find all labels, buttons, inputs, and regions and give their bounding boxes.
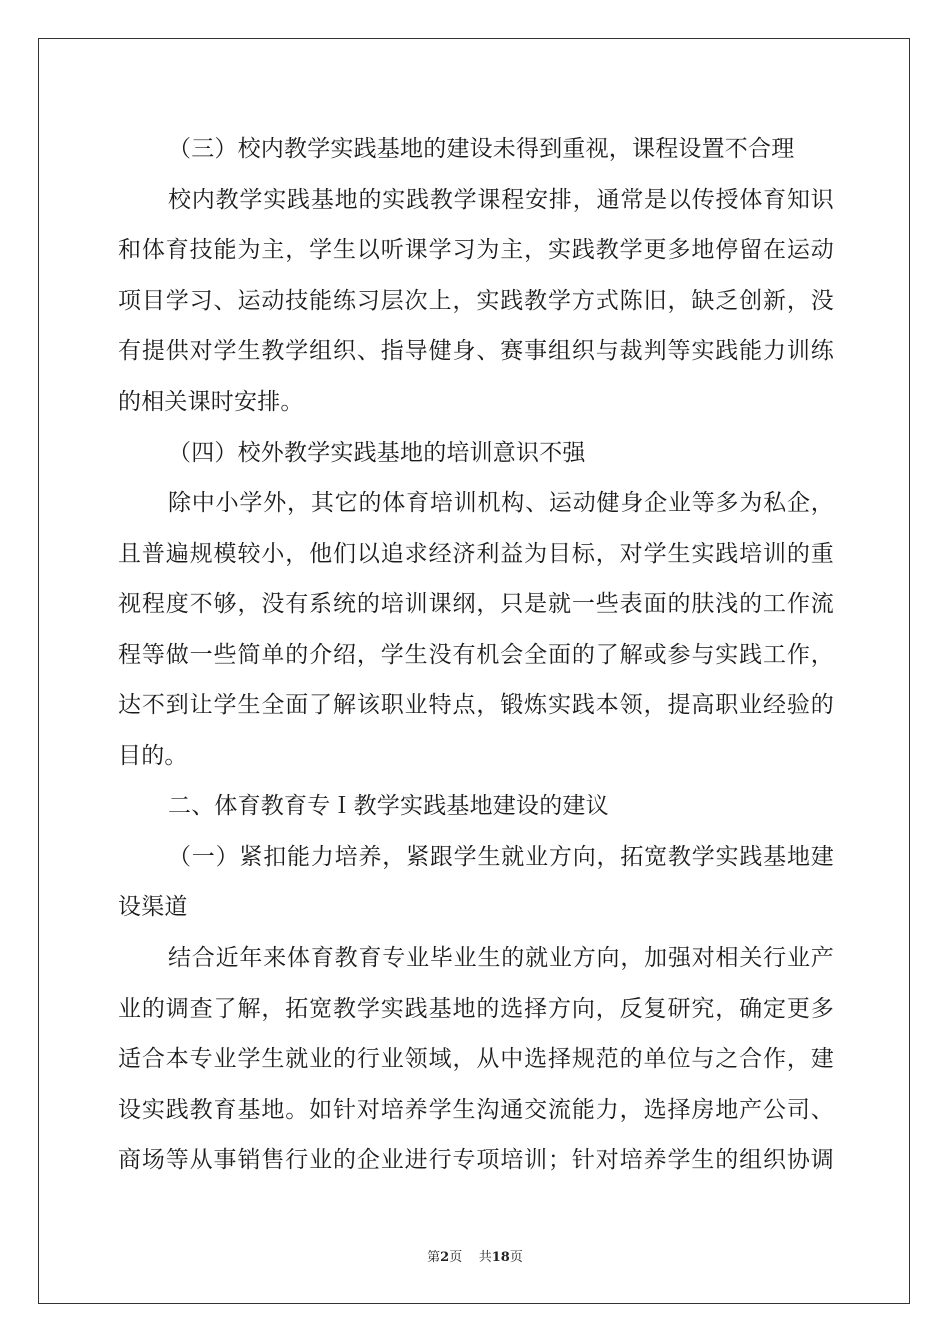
footer-page-number: 2 [440, 1250, 450, 1265]
paragraph-line: 商场等从事销售行业的企业进行专项培训；针对培养学生的组织协调 [118, 1147, 834, 1173]
page-footer [0, 1250, 950, 1266]
heading-subsection-1-cont: 设渠道 [118, 894, 188, 920]
paragraph-line: 的相关课时安排。 [118, 389, 304, 415]
heading-section-4: （四）校外教学实践基地的培训意识不强 [168, 440, 586, 466]
paragraph-line: 视程度不够，没有系统的培训课纲，只是就一些表面的肤浅的工作流 [118, 591, 834, 617]
paragraph-line: 结合近年来体育教育专业毕业生的就业方向，加强对相关行业产 [168, 945, 834, 971]
paragraph-line: 设实践教育基地。如针对培养学生沟通交流能力，选择房地产公司、 [118, 1097, 834, 1123]
heading-part-2: 二、体育教育专Ｉ教学实践基地建设的建议 [168, 793, 609, 819]
paragraph-line: 项目学习、运动技能练习层次上，实践教学方式陈旧，缺乏创新，没 [118, 288, 834, 314]
paragraph-line: 且普遍规模较小，他们以追求经济利益为目标，对学生实践培训的重 [118, 541, 834, 567]
paragraph-line: 校内教学实践基地的实践教学课程安排，通常是以传授体育知识 [168, 187, 834, 213]
paragraph-line: 程等做一些简单的介绍，学生没有机会全面的了解或参与实践工作， [118, 642, 834, 668]
footer-total-number: 18 [491, 1250, 510, 1265]
paragraph-line: 业的调查了解，拓宽教学实践基地的选择方向，反复研究，确定更多 [118, 996, 834, 1022]
footer-page-suffix: 页 [449, 1250, 463, 1265]
paragraph-line: 适合本专业学生就业的行业领域，从中选择规范的单位与之合作，建 [118, 1046, 834, 1072]
heading-subsection-1: （一）紧扣能力培养，紧跟学生就业方向，拓宽教学实践基地建 [168, 844, 834, 870]
footer-total-prefix: 共 [478, 1250, 492, 1265]
paragraph-line: 和体育技能为主，学生以听课学习为主，实践教学更多地停留在运动 [118, 237, 834, 263]
paragraph-line: 达不到让学生全面了解该职业特点，锻炼实践本领，提高职业经验的 [118, 692, 834, 718]
footer-total-suffix: 页 [509, 1250, 523, 1265]
heading-section-3: （三）校内教学实践基地的建设未得到重视，课程设置不合理 [168, 136, 795, 162]
footer-page-prefix: 第 [427, 1250, 441, 1265]
paragraph-line: 有提供对学生教学组织、指导健身、赛事组织与裁判等实践能力训练 [118, 338, 834, 364]
paragraph-line: 目的。 [118, 743, 188, 769]
paragraph-line: 除中小学外，其它的体育培训机构、运动健身企业等多为私企， [168, 490, 834, 516]
